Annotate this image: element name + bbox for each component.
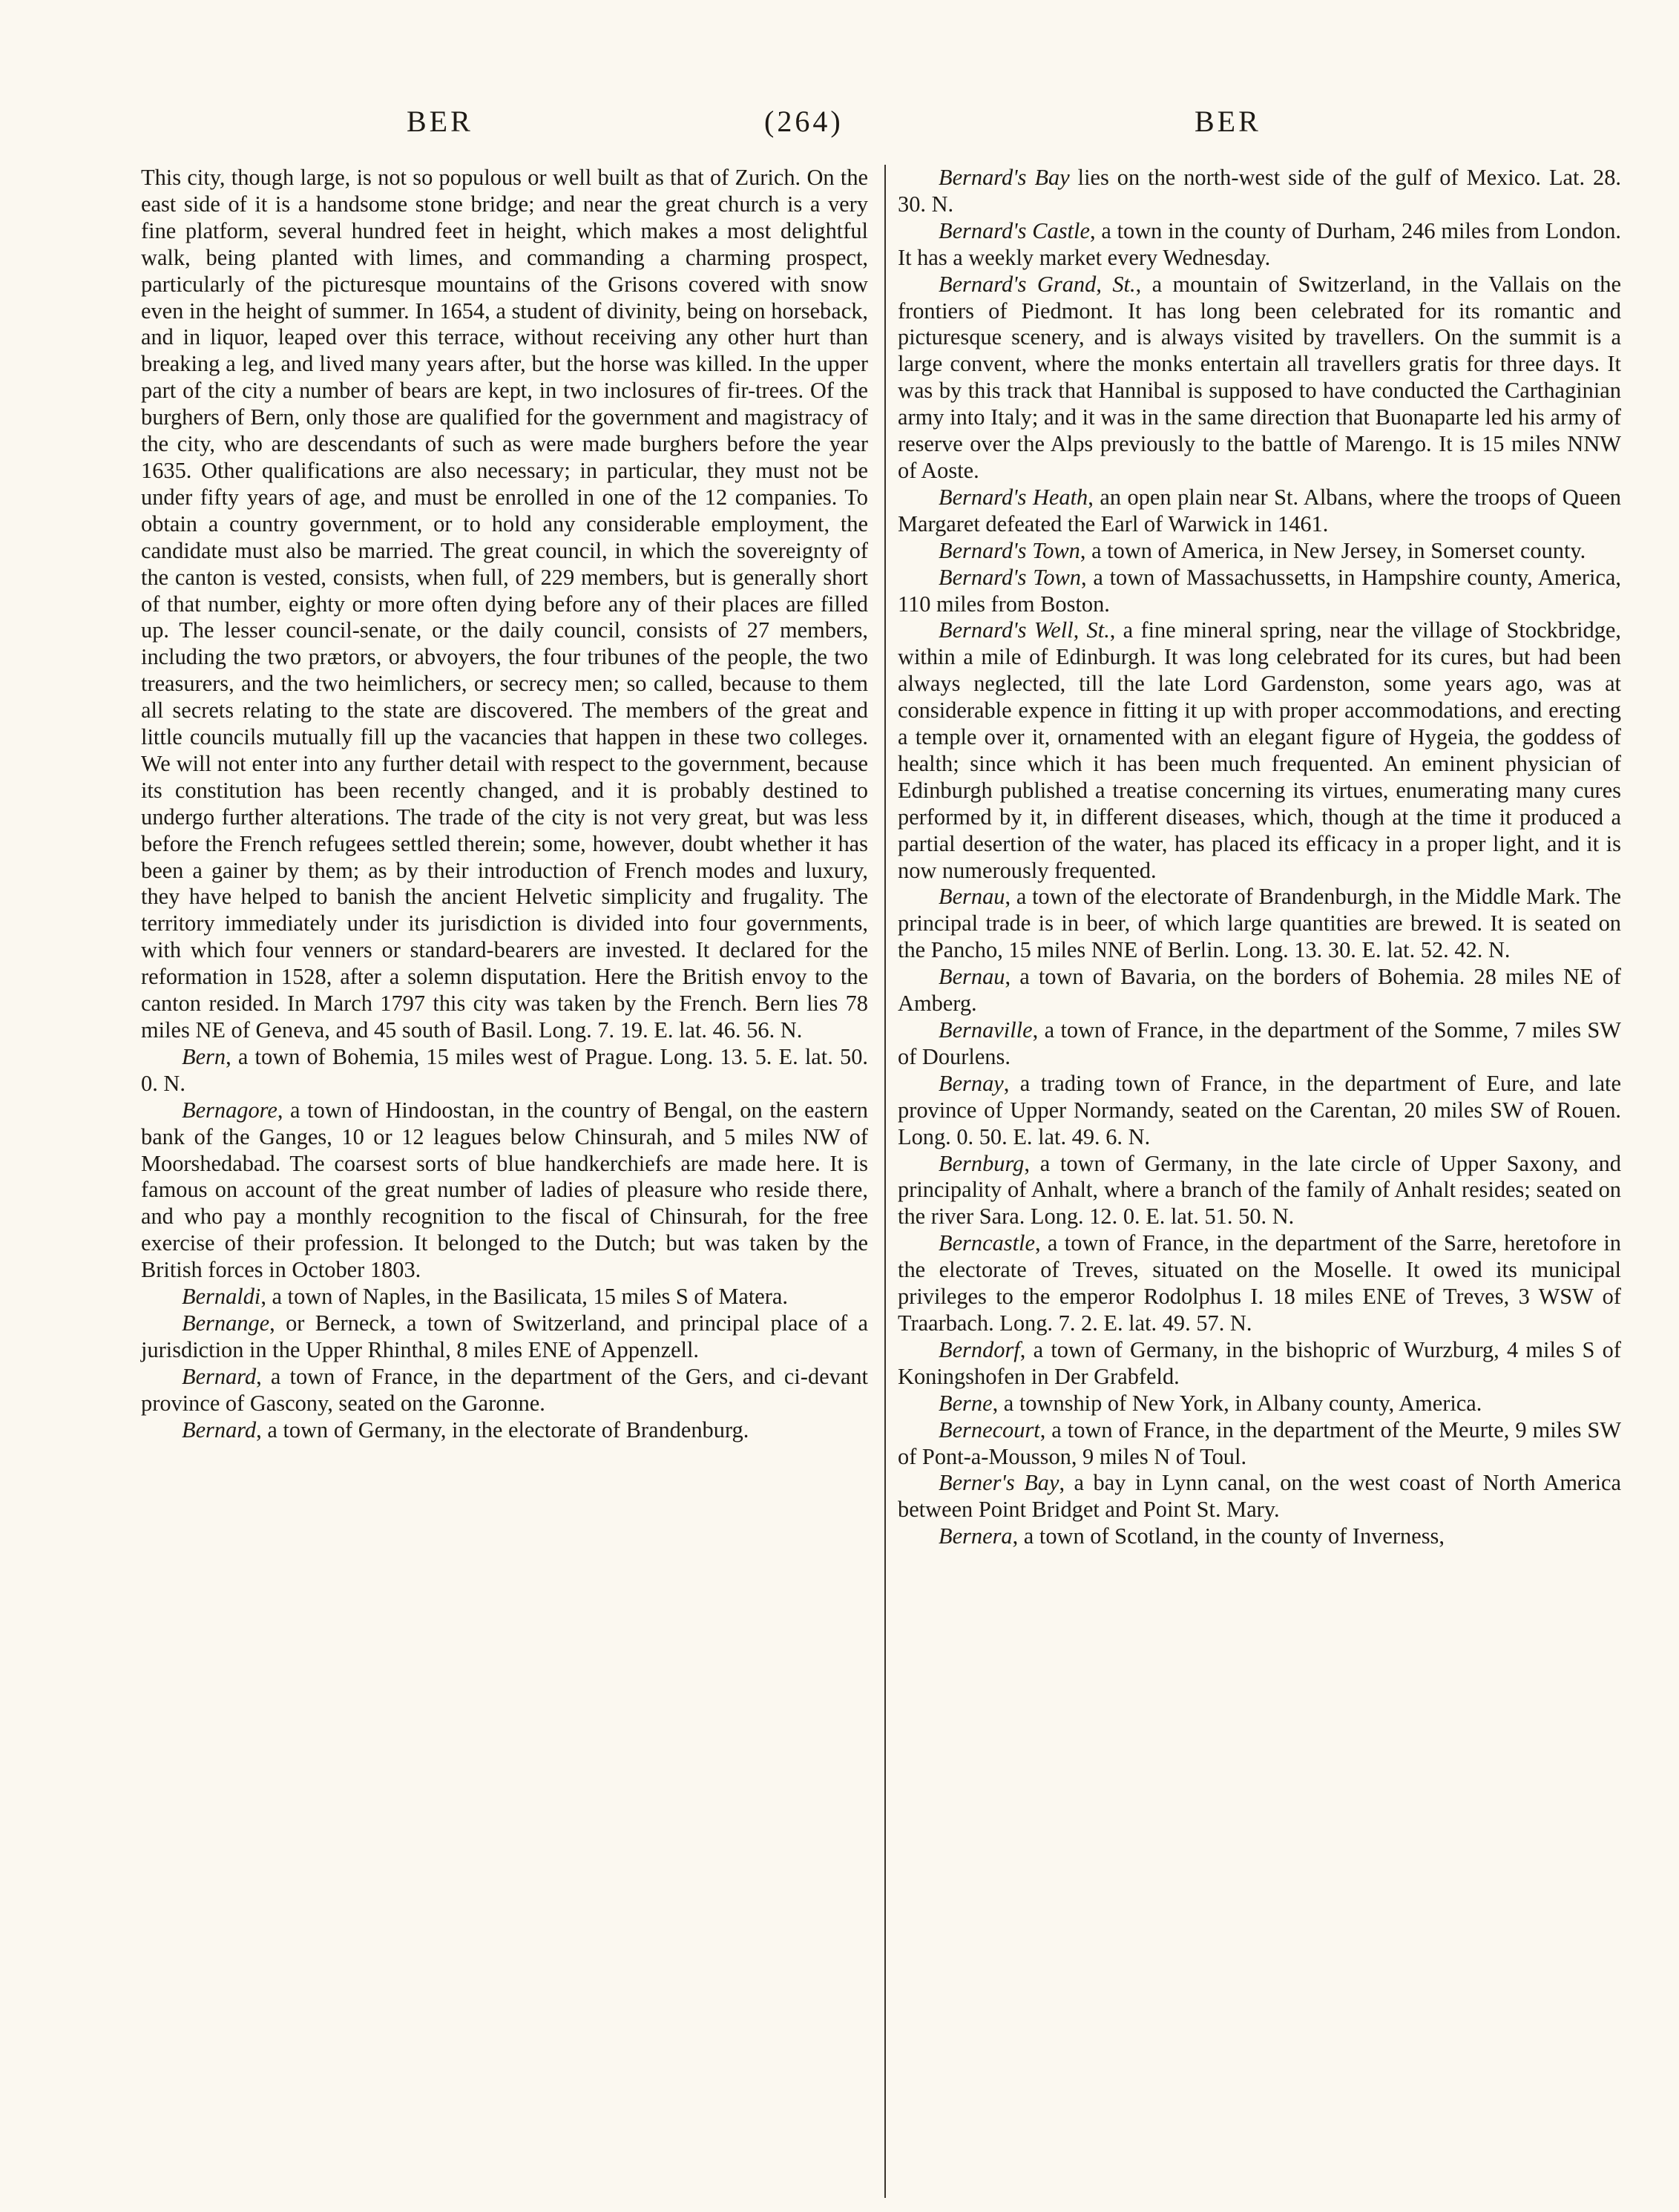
gazetteer-entry <box>898 1151 1621 1231</box>
entry-headword: Berndorf <box>939 1336 1020 1362</box>
entry-text: , a town of Hindoostan, in the country of Bengal, on the eastern bank of the Ganges, 10 or 12 leagues below Chinsurah, and 5 miles NW of Moorshedabad. The coarsest sorts of blue handkerchiefs are made here. It is famous on account of the great number of ladies of pleasure who reside there, and who pay a monthly recognition to the fiscal of Chinsurah, for the free exercise of their profession. It belonged to the Dutch; but was taken by the British forces in October 1803. <box>141 1097 868 1283</box>
entry-text: , a town of France, in the department of the Meurte, 9 miles SW of Pont-a-Mousson, 9 miles N of Toul. <box>898 1417 1621 1469</box>
entry-text: , a township of New York, in Albany county, America. <box>992 1390 1482 1416</box>
gazetteer-entry <box>898 1470 1621 1523</box>
entry-text: This city, though large, is not so populous or well built as that of Zurich. On the east side of it is a handsome stone bridge; and near the great church is a very fine platform, several hundred feet in height, which makes a most delightful walk, being planted with limes, and commanding a charming prospect, particularly of the picturesque mountains of the Grisons covered with snow even in the height of summer. In 1654, a student of divinity, being on horseback, and in liquor, leaped over this terrace, without receiving any other hurt than breaking a leg, and lived many years after, but the horse was killed. In the upper part of the city a number of bears are kept, in two inclosures of fir-trees. Of the burghers of Bern, only those are qualified for the government and magistracy of the city, who are descendants of such as were made burghers before the year 1635. Other qualifications are also necessary; in particular, they must not be under fifty years of age, and must be enrolled in one of the 12 companies. To obtain a country government, or to hold any considerable employment, the candidate must also be married. The great council, in which the sovereignty of the canton is vested, consists, when full, of 229 members, but is generally short of that number, eighty or more often dying before any of their places are filled up. The lesser council-senate, or the daily council, consists of 27 members, including the two prætors, or abvoyers, the four tribunes of the people, the two treasurers, and the two heimlichers, or secrecy men; so called, because to them all secrets relating to the state are discovered. The members of the great and little councils mutually fill up the vacancies that happen in these two colleges. We will not enter into any further detail with respect to the government, because its constitution has been recently changed, and it is probably destined to undergo further alterations. The trade of the city is not very great, but was less before the French refugees settled therein; some, however, doubt whether it has been a gainer by them; as by their introduction of French modes and luxury, they have helped to banish the ancient Helvetic simplicity and frugality. The territory immediately under its jurisdiction is divided into four governments, with which four venners or standard-bearers are invested. It declared for the reformation in 1528, after a solemn disputation. Here the British envoy to the canton resided. In March 1797 this city was taken by the French. Bern lies 78 miles NE of Geneva, and 45 south of Basil. Long. 7. 19. E. lat. 46. 56. N. <box>141 165 868 1043</box>
gazetteer-entry <box>898 1337 1621 1391</box>
entry-headword: Bernau <box>939 964 1005 990</box>
entry-text: , a mountain of Switzerland, in the Vallais on the frontiers of Piedmont. It has long been celebrated for its romantic and picturesque scenery, and is always visited by travellers. On the summit is a large convent, where the monks entertain all travellers gratis for three days. It was by this track that Hannibal is supposed to have conducted the Carthaginian army into Italy; and it was in the same direction that Buonaparte led his army of reserve over the Alps previously to the battle of Marengo. It is 15 miles NNW of Aoste. <box>898 271 1621 483</box>
gazetteer-entry <box>141 1097 868 1284</box>
gazetteer-entry <box>141 1364 868 1417</box>
entry-text: , a fine mineral spring, near the village of Stockbridge, within a mile of Edinburgh. It was long celebrated for its cures, but had been always neglected, till the late Lord Gardenston, some years ago, was at considerable expence in fitting it up with proper accommodations, and erecting a temple over it, ornamented with an elegant figure of Hygeia, the goddess of health; since which it has been much frequented. An eminent physician of Edinburgh published a treatise concerning its virtues, enumerating many cures performed by it, in different diseases, which, though at the time it produced a partial desertion of the water, has placed its efficacy in a proper light, and it is now numerously frequented. <box>898 617 1621 883</box>
entry-headword: Berne <box>939 1390 993 1416</box>
entry-text: , a town of France, in the department of the Sarre, heretofore in the electorate of Treves, situated on the Moselle. It owed its municipal privileges to the emperor Rodolphus I. 18 miles ENE of Treves, 3 WSW of Traarbach. Long. 7. 2. E. lat. 49. 57. N. <box>898 1230 1621 1336</box>
entry-text: , a town of Bavaria, on the borders of Bohemia. 28 miles NE of Amberg. <box>898 964 1621 1017</box>
entry-text: , a town of France, in the department of the Somme, 7 miles SW of Dourlens. <box>898 1017 1621 1069</box>
entry-headword: Bernard's Well, St. <box>939 617 1110 643</box>
gazetteer-entry <box>898 884 1621 964</box>
header-left-guide-word: BER <box>407 105 473 138</box>
entry-headword: Berncastle <box>939 1230 1035 1256</box>
gazetteer-entry <box>898 1523 1621 1550</box>
gazetteer-entry <box>898 1417 1621 1471</box>
entry-text: , a town of Scotland, in the county of Inverness, <box>1012 1523 1445 1549</box>
entry-headword: Bernard <box>182 1363 257 1389</box>
running-header <box>0 104 1679 148</box>
header-right-guide-word: BER <box>1195 105 1261 138</box>
entry-text: , a town of Massachussetts, in Hampshire county, America, 110 miles from Boston. <box>898 564 1621 617</box>
gazetteer-entry <box>141 1044 868 1097</box>
entry-headword: Bern <box>182 1043 226 1069</box>
entry-text: , a town of America, in New Jersey, in Somerset county. <box>1080 537 1586 563</box>
entry-headword: Bernera <box>939 1523 1013 1549</box>
entry-text: , or Berneck, a town of Switzerland, and principal place of a jurisdiction in the Upper Rhinthal, 8 miles ENE of Appenzell. <box>141 1310 868 1362</box>
gazetteer-entry <box>898 218 1621 272</box>
gazetteer-entry <box>141 1310 868 1364</box>
entry-text: , a town of the electorate of Brandenburgh, in the Middle Mark. The principal trade is in beer, of which large quantities are brewed. It is seated on the Pancho, 15 miles NNE of Berlin. Long. 13. 30. E. lat. 52. 42. N. <box>898 884 1621 963</box>
right-column <box>898 165 1621 1550</box>
gazetteer-entry <box>141 165 868 1044</box>
entry-text: , a town of Germany, in the late circle of Upper Saxony, and principality of Anhalt, where a branch of the family of Anhalt resides; seated on the river Sara. Long. 12. 0. E. lat. 51. 50. N. <box>898 1150 1621 1230</box>
entry-text: , a town of Naples, in the Basilicata, 15 miles S of Matera. <box>260 1284 788 1310</box>
entry-headword: Bernard's Bay <box>939 165 1070 190</box>
gazetteer-entry <box>898 565 1621 618</box>
entry-text: , an open plain near St. Albans, where the troops of Queen Margaret defeated the Earl of Warwick in 1461. <box>898 484 1622 536</box>
gazetteer-entry <box>898 1391 1621 1417</box>
entry-headword: Bernard <box>182 1417 257 1443</box>
entry-headword: Bernagore <box>182 1097 277 1123</box>
entry-text: , a town in the county of Durham, 246 miles from London. It has a weekly market every Wednesday. <box>898 217 1621 270</box>
entry-headword: Bernard's Town <box>939 564 1082 590</box>
entry-text: , a town of Germany, in the bishopric of Wurzburg, 4 miles S of Koningshofen in Der Grabfeld. <box>898 1336 1621 1389</box>
left-column <box>141 165 868 1444</box>
column-divider <box>884 165 886 2198</box>
entry-text: , a town of France, in the department of the Gers, and ci-devant province of Gascony, seated on the Garonne. <box>141 1363 868 1416</box>
entry-headword: Bernaville <box>939 1017 1033 1043</box>
entry-headword: Bernburg <box>939 1150 1025 1176</box>
entry-headword: Bernard's Heath <box>939 484 1088 510</box>
gazetteer-entry <box>898 485 1621 538</box>
entry-headword: Bernard's Grand, St. <box>939 271 1136 297</box>
gazetteer-entry <box>898 1230 1621 1337</box>
gazetteer-entry <box>898 165 1621 218</box>
entry-text: , a bay in Lynn canal, on the west coast of North America between Point Bridget and Point St. Mary. <box>898 1470 1622 1523</box>
entry-text: , a town of Germany, in the electorate of Brandenburg. <box>256 1417 749 1443</box>
entry-text: lies on the north-west side of the gulf of Mexico. Lat. 28. 30. N. <box>898 165 1621 217</box>
gazetteer-entry <box>898 272 1621 485</box>
gazetteer-entry <box>141 1284 868 1310</box>
entry-headword: Berner's Bay <box>939 1470 1059 1496</box>
entry-headword: Bernaldi <box>182 1284 261 1310</box>
entry-headword: Bernecourt <box>939 1417 1040 1443</box>
gazetteer-entry <box>898 538 1621 565</box>
entry-headword: Bernard's Town <box>939 537 1080 563</box>
gazetteer-entry <box>898 1017 1621 1071</box>
entry-headword: Bernay <box>939 1070 1004 1096</box>
gazetteer-entry <box>898 617 1621 884</box>
entry-headword: Bernange <box>182 1310 270 1336</box>
entry-text: , a trading town of France, in the department of Eure, and late province of Upper Normandy, seated on the Carentan, 20 miles SW of Rouen. Long. 0. 50. E. lat. 49. 6. N. <box>898 1070 1621 1149</box>
entry-headword: Bernard's Castle <box>939 217 1090 243</box>
gazetteer-entry <box>141 1417 868 1444</box>
page-number: (264) <box>764 105 844 138</box>
gazetteer-entry <box>898 964 1621 1017</box>
entry-text: , a town of Bohemia, 15 miles west of Prague. Long. 13. 5. E. lat. 50. 0. N. <box>141 1043 868 1096</box>
gazetteer-entry <box>898 1071 1621 1151</box>
entry-headword: Bernau <box>939 884 1005 910</box>
